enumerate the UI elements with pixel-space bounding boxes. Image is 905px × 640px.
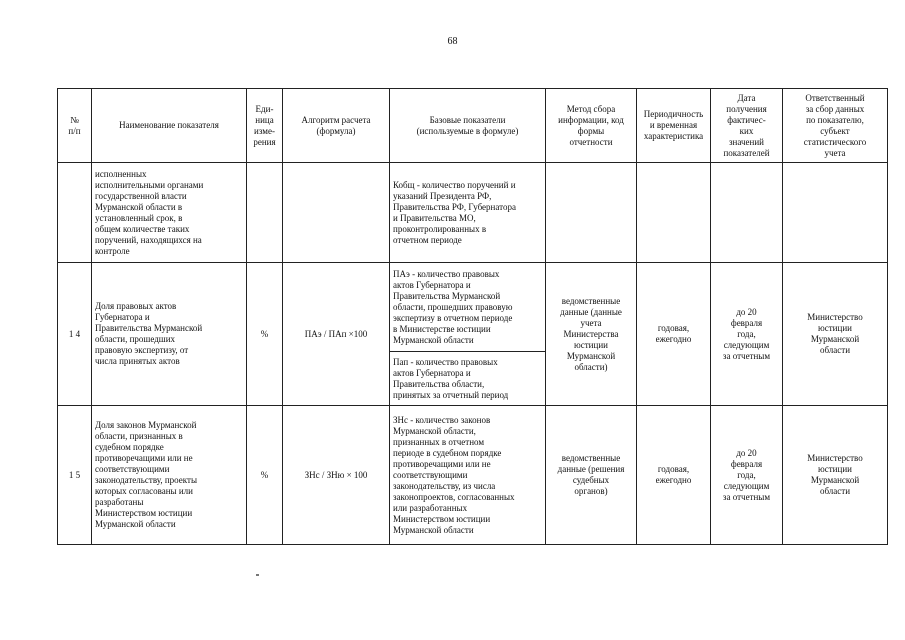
row-number: 1 5 [58,406,92,545]
collection-method [546,163,637,263]
unit [247,163,283,263]
scan-speck [256,574,259,576]
header-date: Дата получения фактичес- ких значений показателей [711,89,783,163]
responsible: Министерство юстиции Мурманской области [783,263,888,406]
responsible [783,163,888,263]
table-header-row [58,89,888,163]
row-number [58,163,92,263]
date: до 20 февраля года, следующим за отчетным [711,406,783,545]
date [711,163,783,263]
table-row [58,263,888,352]
indicator-name: исполненных исполнительными органами государственной власти Мурманской области в установленный срок, в общем количестве таких поручений, находящихся на контроле [92,163,247,263]
unit: % [247,263,283,406]
base-indicator: Пап - количество правовых актов Губернатора и Правительства области, принятых за отчетный период [390,352,546,406]
header-formula: Алгоритм расчета (формула) [283,89,390,163]
periodicity: годовая, ежегодно [637,263,711,406]
row-number: 1 4 [58,263,92,406]
indicator-name: Доля правовых актов Губернатора и Правительства Мурманской области, прошедших правовую экспертизу, от числа принятых актов [92,263,247,406]
collection-method: ведомственные данные (решения судебных органов) [546,406,637,545]
header-unit: Еди- ница изме- рения [247,89,283,163]
page-number: 68 [447,36,458,47]
indicators-table [57,88,888,545]
table-row [58,163,888,263]
formula: ПАэ / ПАп ×100 [283,263,390,406]
periodicity [637,163,711,263]
date: до 20 февраля года, следующим за отчетным [711,263,783,406]
collection-method: ведомственные данные (данные учета Министерства юстиции Мурманской области) [546,263,637,406]
header-indicator-name: Наименование показателя [92,89,247,163]
base-indicator: ЗНс - количество законов Мурманской области, признанных в отчетном периоде в судебном порядке противоречащими или не соответствующими законодательству, из числа законопроектов, согласованных или разработанных Министерством юстиции Мурманской области [390,406,546,545]
formula [283,163,390,263]
indicator-name: Доля законов Мурманской области, признанных в судебном порядке противоречащими или не соответствующими законодательству, проекты которых согласованы или разработаны Министерством юстиции Мурманской области [92,406,247,545]
responsible: Министерство юстиции Мурманской области [783,406,888,545]
base-indicator: Кобщ - количество поручений и указаний Президента РФ, Правительства РФ, Губернатора и Правительства МО, проконтролированных в отчетном периоде [390,163,546,263]
base-indicator: ПАэ - количество правовых актов Губернатора и Правительства Мурманской области, прошедших правовую экспертизу в отчетном периоде в Министерстве юстиции Мурманской области [390,263,546,352]
periodicity: годовая, ежегодно [637,406,711,545]
formula: ЗНс / ЗНю × 100 [283,406,390,545]
header-number: № п/п [58,89,92,163]
header-base-indicators: Базовые показатели (используемые в формуле) [390,89,546,163]
table-row [58,406,888,545]
header-collection-method: Метод сбора информации, код формы отчетности [546,89,637,163]
header-responsible: Ответственный за сбор данных по показателю, субъект статистического учета [783,89,888,163]
unit: % [247,406,283,545]
header-periodicity: Периодичность и временная характеристика [637,89,711,163]
